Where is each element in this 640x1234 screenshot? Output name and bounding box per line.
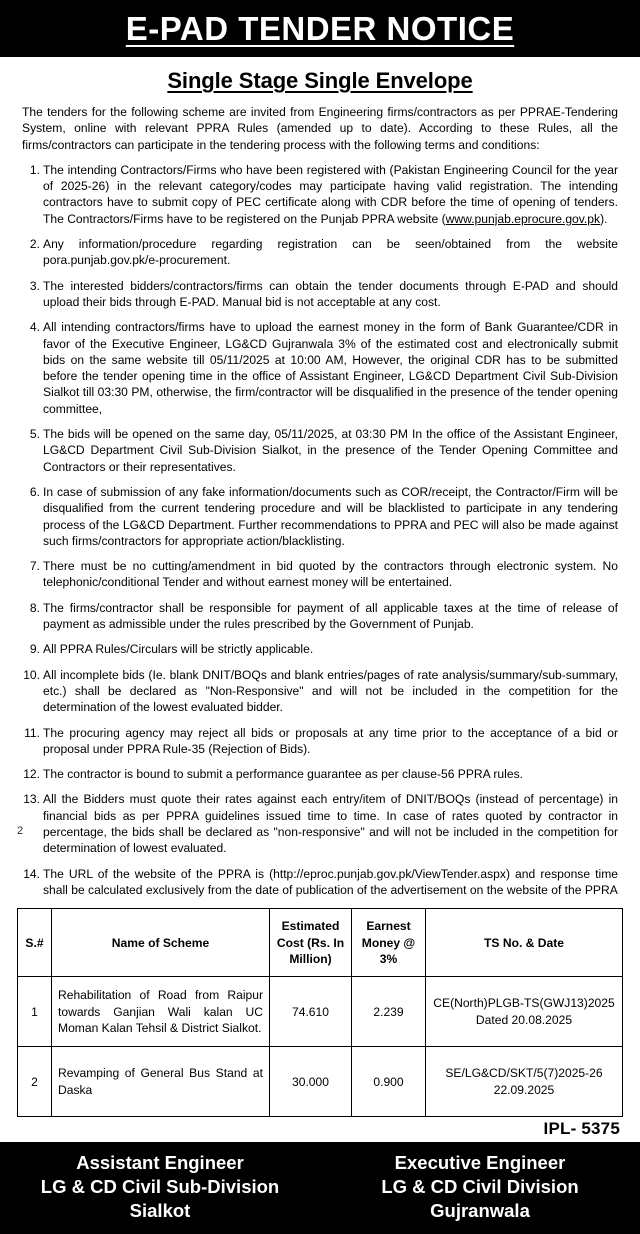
term-text: The intending Contractors/Firms who have been registered with (Pakistan Engineering Council for the year of 2025-26) in the relevant category/codes may participate having valid registration. The intending contractors have to submit copy of PEC certificate along with CDR before the time of opening of tenders. The Contractors/Firms have to be registered on the Punjab PPRA website ( [43, 162, 618, 226]
table-row [18, 1047, 623, 1117]
term-item [22, 558, 618, 591]
term-item [22, 866, 618, 899]
term-link[interactable]: www.punjab.eprocure.gov.pk [445, 211, 601, 226]
column-header-cost: Estimated Cost (Rs. In Million) [270, 909, 352, 977]
assistant-engineer-title: Assistant Engineer [76, 1152, 244, 1174]
term-number: 6. [29, 484, 40, 499]
assistant-engineer-location: Sialkot [129, 1200, 191, 1222]
term-item [22, 278, 618, 311]
term-text: The URL of the website of the PPRA is (http://eproc.punjab.gov.pk/ViewTender.aspx) and response time shall be calculated exclusively from the date of publication of the advertisement on the website of the PPRA [43, 866, 618, 897]
cell-ts-no-date: SE/LG&CD/SKT/5(7)2025-26 22.09.2025 [426, 1047, 623, 1117]
notice-body [0, 96, 640, 898]
term-text: The interested bidders/contractors/firms can obtain the tender documents through E-PAD and should upload their bids through E-PAD. Manual bid is not acceptable at any cost. [43, 278, 618, 309]
term-item [22, 236, 618, 269]
term-number: 4. [29, 320, 40, 335]
term-number: 1. [29, 162, 40, 177]
cell-estimated-cost: 30.000 [270, 1047, 352, 1117]
term-text: The contractor is bound to submit a performance guarantee as per clause-56 PPRA rules. [43, 767, 523, 782]
term-item [22, 426, 618, 475]
term-text-tail: ). [600, 211, 608, 226]
schemes-table-container [0, 908, 640, 1117]
cell-scheme-name: Revamping of General Bus Stand at Daska [52, 1047, 270, 1117]
cell-scheme-name: Rehabilitation of Road from Raipur towards Ganjian Wali kalan UC Moman Kalan Tehsil & District Sialkot. [52, 977, 270, 1047]
term-item [22, 600, 618, 633]
term-text: All intending contractors/firms have to upload the earnest money in the form of Bank Guarantee/CDR in favor of the Executive Engineer, LG&CD Gujranwala 3% of the estimated cost and electronically submit bids on the same website till 05/11/2025 at 10:00 AM, However, the original CDR has to be submitted before the tender opening time in the office of Assistant Engineer, LG&CD Department Civil Sub-Division Sialkot till 03:30 PM, otherwise, the firm/contractor will be disqualified in the presence of the tender opening committee, [43, 320, 618, 416]
term-number: 8. [29, 600, 40, 615]
term-text: The bids will be opened on the same day, 05/11/2025, at 03:30 PM In the office of the Assistant Engineer, LG&CD Department Civil Sub-Division Sialkot, in the presence of the Tender Opening Committee and Contractors or their representatives. [43, 427, 618, 474]
executive-engineer-location: Gujranwala [430, 1200, 530, 1222]
assistant-engineer-division: LG & CD Civil Sub-Division [40, 1176, 280, 1198]
term-number: 12. [23, 767, 40, 782]
cell-serial: 2 [18, 1047, 52, 1117]
term-text: The procuring agency may reject all bids or proposals at any time prior to the acceptance of a bid or proposal under PPRA Rule-35 (Rejection of Bids). [43, 725, 618, 756]
column-header-earnest-money: Earnest Money @ 3% [352, 909, 426, 977]
cell-serial: 1 [18, 977, 52, 1047]
signature-footer [0, 1142, 640, 1234]
term-text: Any information/procedure regarding registration can be seen/obtained from the website pora.punjab.gov.pk/e-procurement. [43, 237, 618, 268]
ipl-number: IPL- 5375 [543, 1119, 620, 1139]
page-title: E-PAD TENDER NOTICE [125, 9, 515, 47]
schemes-table [17, 908, 623, 1117]
term-number: 9. [29, 642, 40, 657]
term-text: All the Bidders must quote their rates against each entry/item of DNIT/BOQs (instead of percentage) in financial bids as per PPRA guidelines issued time to time. In case of rates quoted by contractor in percentage, the bids shall be declared as "non-responsive" and will not be included in the competition for determination of lowest evaluated. [43, 792, 618, 856]
term-item [22, 725, 618, 758]
column-header-serial: S.# [18, 909, 52, 977]
term-number: 2. [29, 237, 40, 252]
intro-paragraph: The tenders for the following scheme are invited from Engineering firms/contractors as per PPRAE-Tendering System, online with relevant PPRA Rules (amended up to date). According to these Rules, all the firms/contractors can participate in the tendering process with the following terms and conditions: [22, 105, 618, 152]
term-text: All PPRA Rules/Circulars will be strictly applicable. [43, 642, 314, 657]
signature-block-assistant-engineer [0, 1151, 320, 1223]
term-number: 5. [29, 427, 40, 442]
term-text: The firms/contractor shall be responsible for payment of all applicable taxes at the time of release of payment as admissible under the rules prescribed by the Government of Punjab. [43, 600, 618, 632]
header-banner [0, 0, 640, 57]
executive-engineer-title: Executive Engineer [394, 1152, 566, 1174]
term-text: There must be no cutting/amendment in bid quoted by the contractors through electronic system. No telephonic/conditional Tender and without earnest money will be entertained. [43, 559, 618, 590]
term-item [22, 641, 618, 657]
column-header-name: Name of Scheme [52, 909, 270, 977]
term-number: 14. [23, 866, 40, 881]
subtitle: Single Stage Single Envelope [167, 68, 473, 93]
cell-earnest-money: 0.900 [352, 1047, 426, 1117]
term-item [22, 484, 618, 549]
term-number: 3. [29, 278, 40, 293]
cell-estimated-cost: 74.610 [270, 977, 352, 1047]
signature-block-executive-engineer [320, 1151, 640, 1223]
executive-engineer-division: LG & CD Civil Division [381, 1176, 579, 1198]
term-number: 13. [23, 792, 40, 807]
subtitle-container [0, 57, 640, 96]
term-text: In case of submission of any fake information/documents such as COR/receipt, the Contractor/Firm will be disqualified from the current tendering procedure and will be blacklisted to participate in any tendering process of the LG&CD Department. Further recommendations to PPRA and PEC will also be made against such firms/contractors for appropriate action/blacklisting. [43, 484, 618, 548]
term-text: All incomplete bids (Ie. blank DNIT/BOQs and blank entries/pages of rate analysis/summary/sub-summary, etc.) shall be declared as "Non-Responsive" and will not be included in the competition for the determination of the lowest evaluated bidder. [43, 667, 618, 715]
scan-artifact-mark: 2 [17, 825, 24, 837]
term-item [22, 791, 618, 856]
table-row [18, 977, 623, 1047]
term-number: 10. [23, 667, 40, 682]
term-number: 11. [24, 725, 40, 740]
term-item [22, 766, 618, 782]
term-item [22, 319, 618, 417]
term-item [22, 162, 618, 227]
cell-ts-no-date: CE(North)PLGB-TS(GWJ13)2025 Dated 20.08.2025 [426, 977, 623, 1047]
cell-earnest-money: 2.239 [352, 977, 426, 1047]
term-item [22, 667, 618, 716]
column-header-ts-no-date: TS No. & Date [426, 909, 623, 977]
terms-and-conditions-list [22, 162, 618, 898]
table-header-row [18, 909, 623, 977]
term-number: 7. [29, 559, 40, 574]
